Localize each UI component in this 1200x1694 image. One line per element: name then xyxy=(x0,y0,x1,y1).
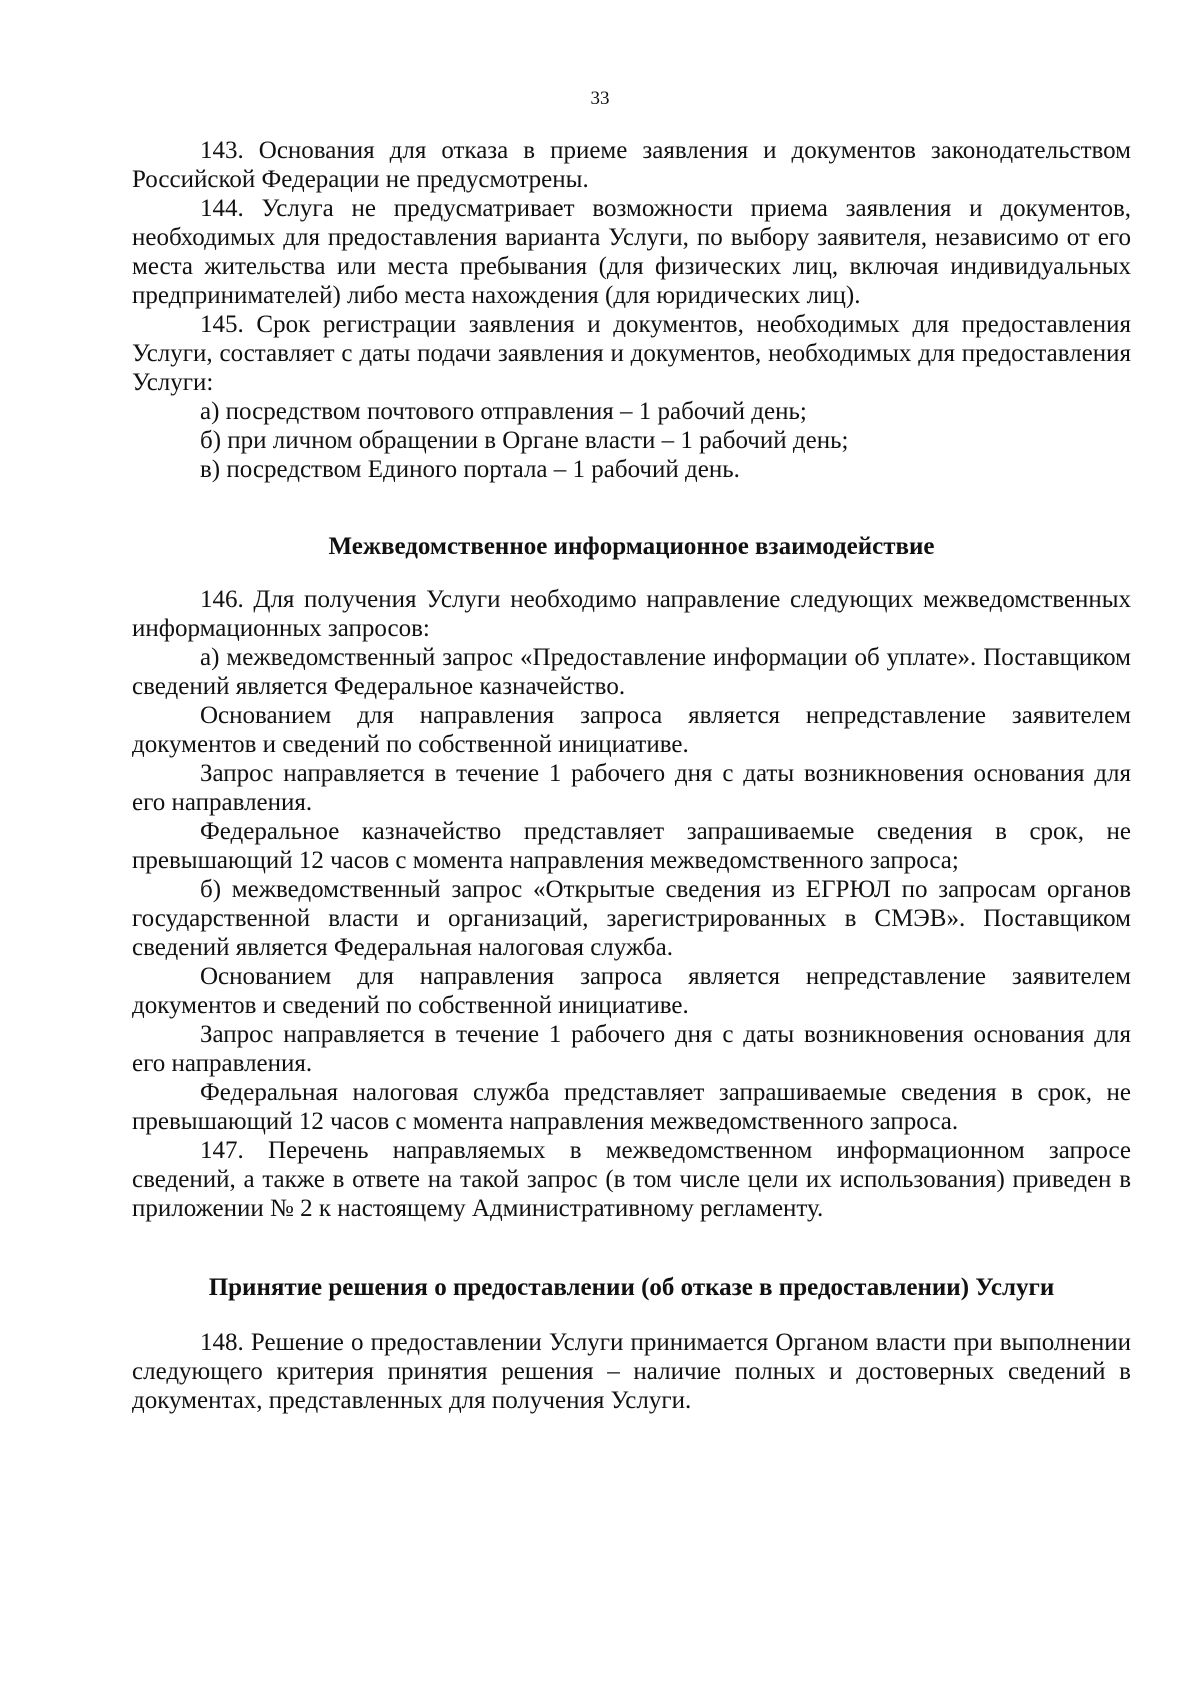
list-item-145-a: а) посредством почтового отправления – 1 рабочий день; xyxy=(200,398,807,425)
list-item-146-a: а) межведомственный запрос «Предоставление информации об уплате». Поставщиком сведений является Федеральное казначейство. xyxy=(132,644,1131,700)
section-heading-decision: Принятие решения о предоставлении (об отказе в предоставлении) Услуги xyxy=(208,1274,1055,1301)
paragraph-146-b-timing: Запрос направляется в течение 1 рабочего дня с даты возникновения основания для его направления. xyxy=(132,1021,1131,1077)
list-item-146-b: б) межведомственный запрос «Открытые сведения из ЕГРЮЛ по запросам органов государственной власти и организаций, зарегистрированных в СМЭВ». Поставщиком сведений является Федеральная налоговая служба. xyxy=(132,876,1131,961)
paragraph-145: 145. Срок регистрации заявления и документов, необходимых для предоставления Услуги, составляет с даты подачи заявления и документов, необходимых для предоставления Услуги: xyxy=(132,311,1131,396)
list-item-145-b: б) при личном обращении в Органе власти – 1 рабочий день; xyxy=(200,427,849,454)
paragraph-146-a-timing: Запрос направляется в течение 1 рабочего дня с даты возникновения основания для его направления. xyxy=(132,760,1131,816)
paragraph-146-b-basis: Основанием для направления запроса является непредставление заявителем документов и сведений по собственной инициативе. xyxy=(132,963,1131,1019)
paragraph-143: 143. Основания для отказа в приеме заявления и документов законодательством Российской Федерации не предусмотрены. xyxy=(132,137,1131,193)
paragraph-146-b-response: Федеральная налоговая служба представляет запрашиваемые сведения в срок, не превышающий 12 часов с момента направления межведомственного запроса. xyxy=(132,1079,1131,1135)
paragraph-146-a-basis: Основанием для направления запроса является непредставление заявителем документов и сведений по собственной инициативе. xyxy=(132,702,1131,758)
paragraph-146: 146. Для получения Услуги необходимо направление следующих межведомственных информационных запросов: xyxy=(132,586,1131,642)
paragraph-148: 148. Решение о предоставлении Услуги принимается Органом власти при выполнении следующего критерия принятия решения – наличие полных и достоверных сведений в документах, представленных для получения Услуги. xyxy=(132,1329,1131,1414)
paragraph-146-a-response: Федеральное казначейство представляет запрашиваемые сведения в срок, не превышающий 12 часов с момента направления межведомственного запроса; xyxy=(132,818,1131,874)
page-number: 33 xyxy=(590,88,610,109)
paragraph-144: 144. Услуга не предусматривает возможности приема заявления и документов, необходимых для предоставления варианта Услуги, по выбору заявителя, независимо от его места жительства или места пребывания (для физических лиц, включая индивидуальных предпринимателей) либо места нахождения (для юридических лиц). xyxy=(132,195,1131,309)
paragraph-147: 147. Перечень направляемых в межведомственном информационном запросе сведений, а также в ответе на такой запрос (в том числе цели их использования) приведен в приложении № 2 к настоящему Административному регламенту. xyxy=(132,1137,1131,1222)
document-body xyxy=(132,136,1131,1415)
list-item-145-c: в) посредством Единого портала – 1 рабочий день. xyxy=(200,456,740,483)
section-heading-interagency: Межведомственное информационное взаимодействие xyxy=(328,533,935,560)
